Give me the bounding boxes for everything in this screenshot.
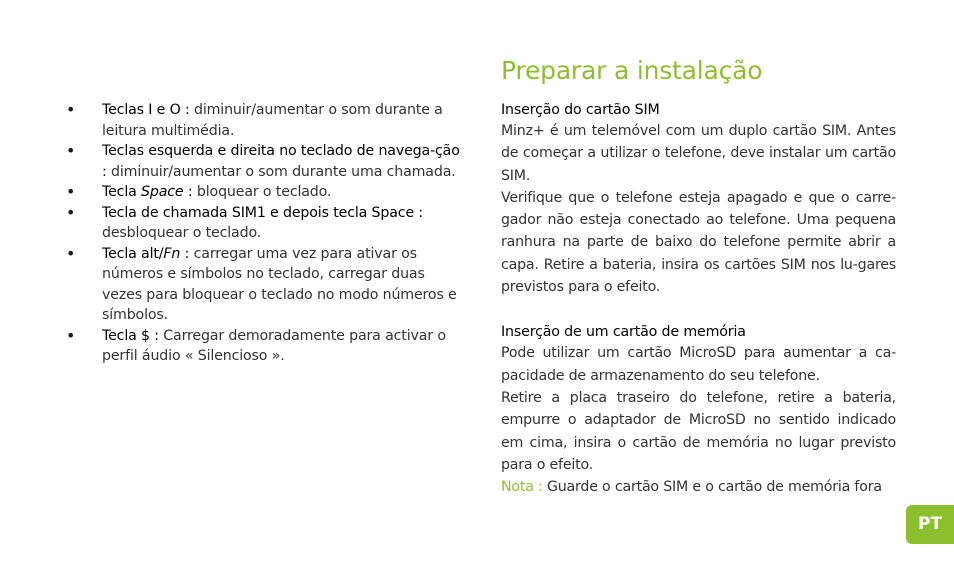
item-key: Tecla Space : <box>102 184 193 200</box>
list-item <box>66 326 461 367</box>
sim-paragraph-1: Minz+ é um telemóvel com um duplo cartão SIM. Antes de começar a utilizar o telefone, deve instalar um cartão SIM. <box>501 123 896 184</box>
page-title: Preparar a instalação <box>501 56 763 85</box>
list-item <box>66 182 461 203</box>
note-paragraph <box>501 476 896 498</box>
key-functions-list <box>66 100 461 367</box>
bullet-icon: • <box>66 325 76 345</box>
installation-section <box>501 54 896 498</box>
language-tab: PT <box>906 505 954 544</box>
list-item <box>66 203 461 244</box>
item-desc: Carregar demoradamente para activar o perfil áudio « Silencioso ». <box>102 327 446 364</box>
list-item <box>66 100 461 141</box>
sim-heading: Inserção do cartão SIM <box>501 102 660 118</box>
sim-paragraph-2: Verifique que o telefone esteja apagado e que o carre-gador não esteja conectado ao telefone. Uma pequena ranhura na parte de baixo do telefone permite abrir a capa. Retire a bateria, insira os cartões SIM nos lu-gares previstos para o efeito. <box>501 189 896 296</box>
section-spacer <box>501 298 896 322</box>
item-desc: diminuir/aumentar o som durante a leitura multimédia. <box>102 102 443 139</box>
item-key: Tecla de chamada SIM1 e depois tecla Space : <box>102 204 424 221</box>
bullet-icon: • <box>66 243 76 263</box>
memory-paragraph-1: Pode utilizar um cartão MicroSD para aumentar a ca-pacidade de armazenamento do seu telefone. <box>501 345 896 384</box>
list-item <box>66 141 461 182</box>
bullet-icon: • <box>66 182 76 201</box>
item-key: Teclas I e O : <box>102 102 190 118</box>
item-desc: bloquear o teclado. <box>192 184 332 200</box>
bullet-icon: • <box>66 141 76 160</box>
item-desc: carregar uma vez para ativar os números e símbolos no teclado, carregar duas vezes para bloquear o teclado no modo números e símbolos. <box>102 245 457 323</box>
note-text: Guarde o cartão SIM e o cartão de memória fora <box>542 479 882 496</box>
memory-card-heading: Inserção de um cartão de memória <box>501 324 746 341</box>
item-key: Tecla alt/Fn : <box>102 245 190 262</box>
list-item <box>66 244 461 326</box>
bullet-icon: • <box>66 202 76 222</box>
item-key: Tecla $ : <box>102 327 159 344</box>
note-label: Nota : <box>501 479 543 496</box>
item-desc: desbloquear o teclado. <box>102 225 262 241</box>
item-desc: diminuir/aumentar o som durante uma chamada. <box>106 163 456 180</box>
memory-paragraph-2: Retire a placa traseiro do telefone, retire a bateria, empurre o adaptador de MicroSD no sentido indicado em cima, insira o cartão de memória no lugar previsto para o efeito. <box>501 389 896 473</box>
item-key: Teclas esquerda e direita no teclado de navega-ção : <box>102 143 460 180</box>
bullet-icon: • <box>66 100 76 119</box>
